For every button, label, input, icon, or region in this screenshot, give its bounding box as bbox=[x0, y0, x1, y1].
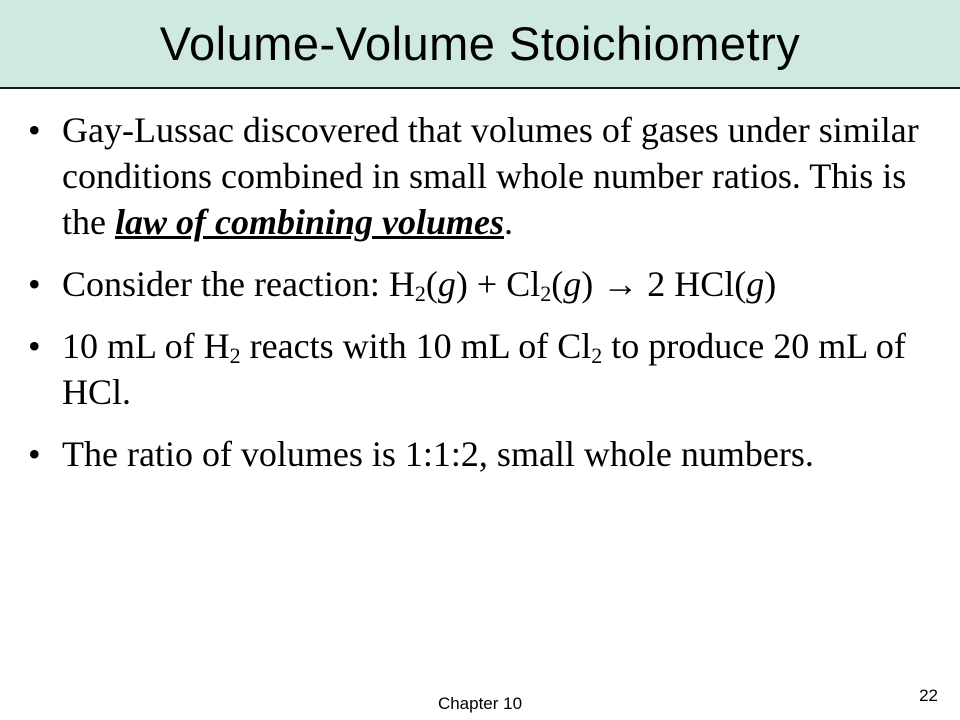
bullet-marker: • bbox=[28, 264, 41, 304]
title-bar bbox=[0, 0, 960, 89]
bullet-marker: • bbox=[28, 434, 41, 474]
subscript: 2 bbox=[591, 343, 603, 368]
page-number: 22 bbox=[919, 686, 938, 705]
bullet-text: . bbox=[504, 202, 514, 242]
bullet-text: The ratio of volumes is 1:1:2, small whole numbers. bbox=[62, 434, 814, 474]
subscript: 2 bbox=[229, 343, 241, 368]
bullet-item bbox=[28, 261, 928, 307]
subscript: 2 bbox=[414, 281, 426, 306]
bullet-text: reacts with 10 mL of Cl bbox=[240, 326, 592, 366]
state-symbol: g bbox=[437, 264, 456, 304]
bullet-text: ( bbox=[551, 264, 564, 304]
slide-title: Volume-Volume Stoichiometry bbox=[159, 17, 801, 70]
footer-chapter: Chapter 10 bbox=[437, 694, 523, 713]
bullet-item bbox=[28, 323, 928, 415]
bullet-item bbox=[28, 431, 928, 477]
bullet-text: ) → 2 HCl( bbox=[581, 264, 747, 304]
bullet-text: ( bbox=[425, 264, 438, 304]
law-term: law of combining volumes bbox=[114, 202, 505, 242]
state-symbol: g bbox=[746, 264, 765, 304]
bullet-text: 10 mL of H bbox=[62, 326, 230, 366]
bullet-text: ) bbox=[764, 264, 777, 304]
subscript: 2 bbox=[540, 281, 552, 306]
bullet-marker: • bbox=[28, 326, 41, 366]
bullet-text: ) + Cl bbox=[455, 264, 541, 304]
state-symbol: g bbox=[563, 264, 582, 304]
bullet-text: to produce 20 mL of HCl. bbox=[62, 326, 906, 412]
bullet-text: Gay-Lussac discovered that volumes of gases under similar conditions combined in small whole number ratios. This is the bbox=[62, 110, 919, 242]
bullet-item bbox=[28, 107, 928, 245]
bullet-text: Consider the reaction: H bbox=[62, 264, 415, 304]
bullet-marker: • bbox=[28, 110, 41, 150]
bullet-list bbox=[28, 107, 928, 477]
